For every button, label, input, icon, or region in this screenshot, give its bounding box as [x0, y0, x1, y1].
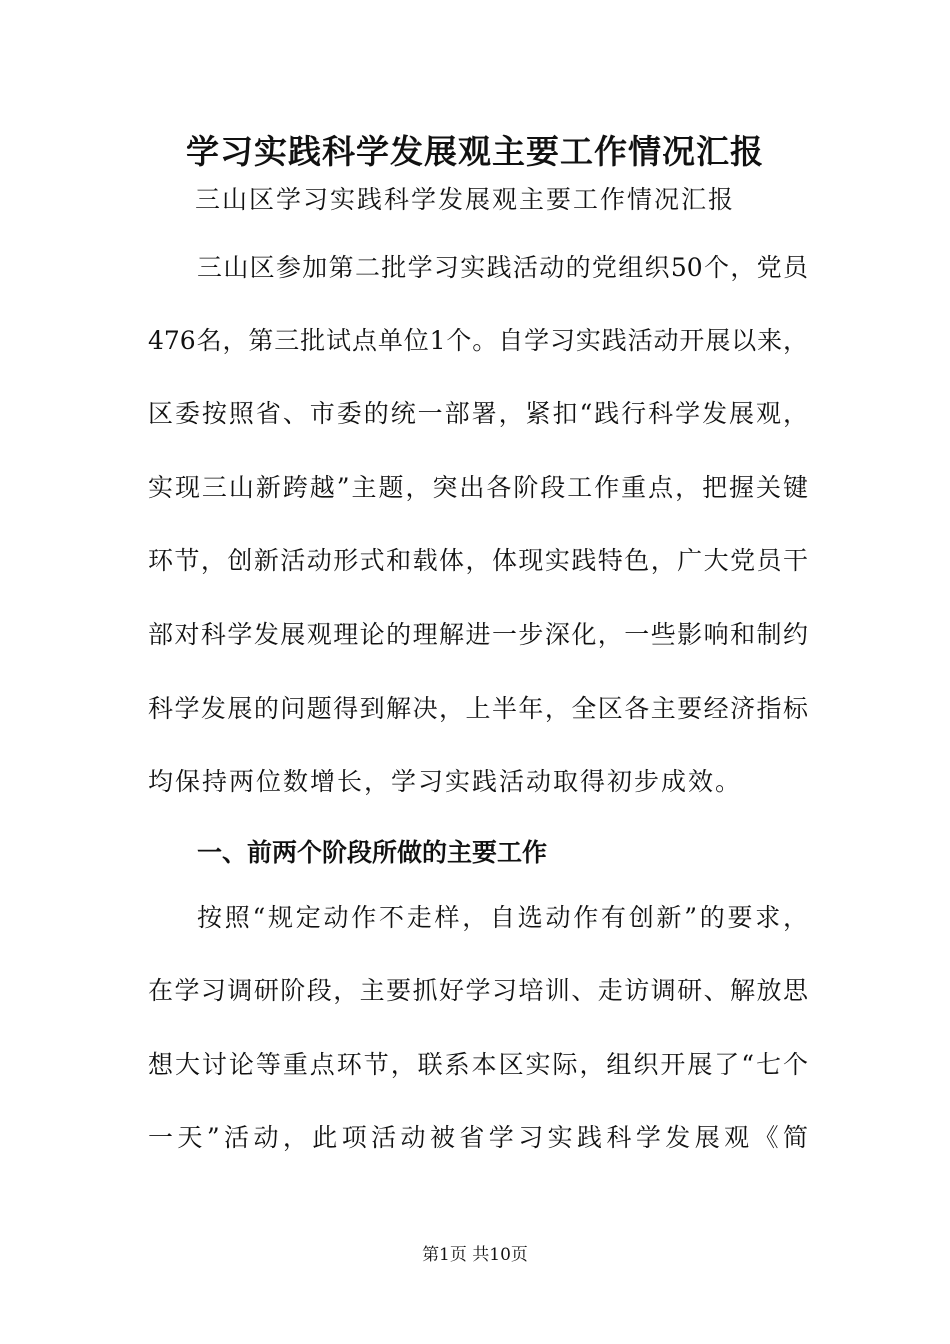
paragraph-line: 在学习调研阶段，主要抓好学习培训、走访调研、解放思	[148, 976, 808, 1005]
paragraph-line: 区委按照省、市委的统一部署，紧扣“践行科学发展观，	[148, 399, 808, 428]
paragraph-line: 科学发展的问题得到解决，上半年，全区各主要经济指标	[148, 694, 808, 723]
paragraph-line: 一天”活动，此项活动被省学习实践科学发展观《简	[148, 1123, 808, 1152]
section-heading: 一、前两个阶段所做的主要工作	[197, 838, 548, 867]
page-footer: 第1页 共10页	[422, 1245, 528, 1265]
paragraph-line: 部对科学发展观理论的理解进一步深化，一些影响和制约	[148, 620, 808, 649]
paragraph-line: 三山区参加第二批学习实践活动的党组织50个，党员	[197, 253, 808, 282]
paragraph-line: 环节，创新活动形式和载体，体现实践特色，广大党员干	[148, 546, 808, 575]
paragraph-line: 实现三山新跨越”主题，突出各阶段工作重点，把握关键	[148, 473, 808, 502]
document-subtitle: 三山区学习实践科学发展观主要工作情况汇报	[195, 185, 736, 214]
paragraph-line: 按照“规定动作不走样，自选动作有创新”的要求，	[197, 903, 808, 932]
document-title: 学习实践科学发展观主要工作情况汇报	[186, 132, 764, 171]
paragraph-line: 想大讨论等重点环节，联系本区实际，组织开展了“七个	[148, 1050, 808, 1079]
paragraph-line: 476名，第三批试点单位1个。自学习实践活动开展以来，	[148, 326, 808, 355]
paragraph-line: 均保持两位数增长，学习实践活动取得初步成效。	[148, 767, 743, 796]
